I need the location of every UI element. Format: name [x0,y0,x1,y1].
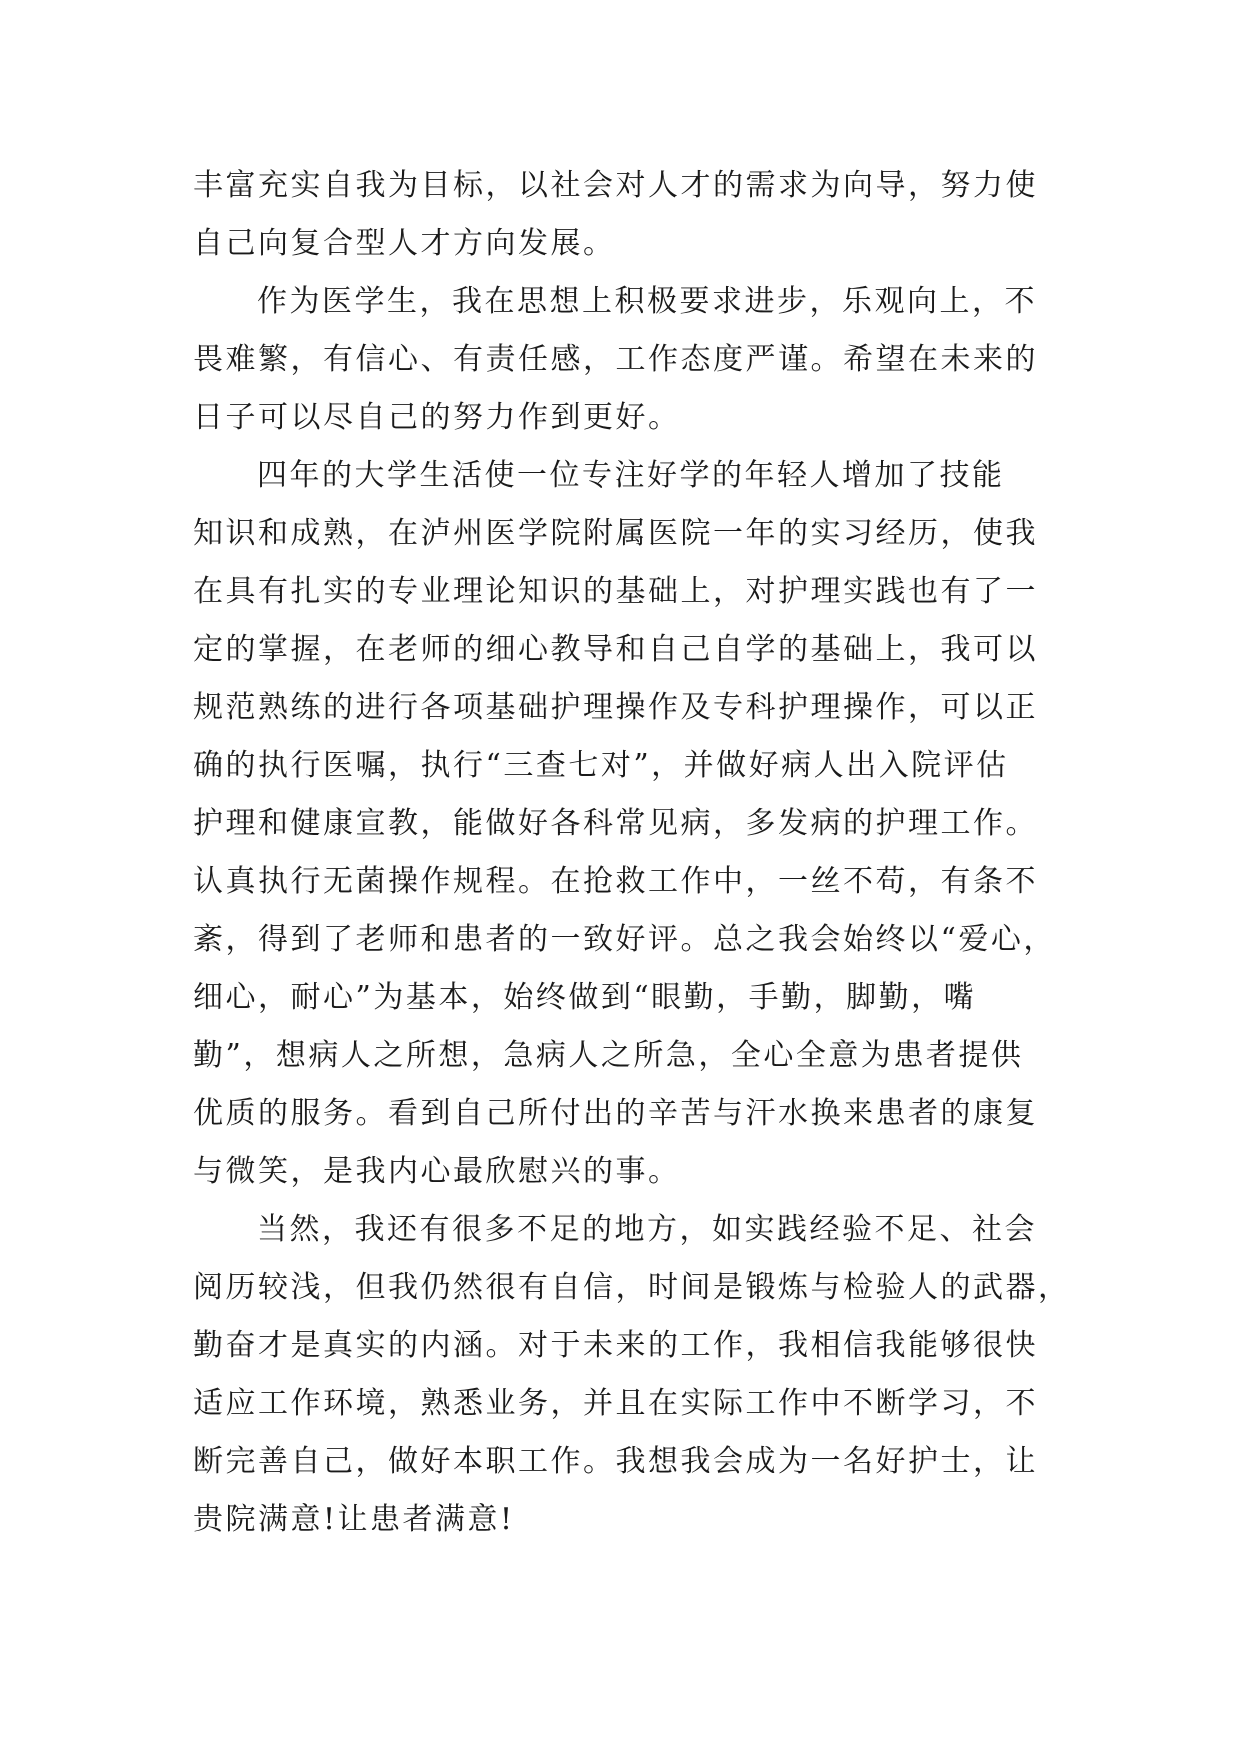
text-line: 日子可以尽自己的努力作到更好。 [193,400,681,435]
text-line: 阅历较浅，但我仍然很有自信，时间是锻炼与检验人的武器， [193,1270,1071,1305]
text-line: 适应工作环境，熟悉业务，并且在实际工作中不断学习，不 [193,1386,1038,1421]
text-line: 在具有扎实的专业理论知识的基础上，对护理实践也有了一 [193,574,1038,609]
text-line: 与微笑，是我内心最欣慰兴的事。 [193,1154,681,1189]
text-line: 勤奋才是真实的内涵。对于未来的工作，我相信我能够很快 [193,1328,1038,1363]
text-line: 确的执行医嘱，执行“三查七对”，并做好病人出入院评估 [193,748,1009,783]
text-line: 丰富充实自我为目标，以社会对人才的需求为向导，努力使 [193,168,1038,203]
text-line: 定的掌握，在老师的细心教导和自己自学的基础上，我可以 [193,632,1038,667]
text-line: 勤”，想病人之所想，急病人之所急，全心全意为患者提供 [193,1038,1024,1073]
text-line: 自己向复合型人才方向发展。 [193,226,616,261]
text-line: 当然，我还有很多不足的地方，如实践经验不足、社会 [257,1212,1037,1247]
text-line: 四年的大学生活使一位专注好学的年轻人增加了技能 [257,458,1005,493]
text-line: 畏难繁，有信心、有责任感，工作态度严谨。希望在未来的 [193,342,1038,377]
text-line: 作为医学生，我在思想上积极要求进步，乐观向上，不 [257,284,1037,319]
text-line: 优质的服务。看到自己所付出的辛苦与汗水换来患者的康复 [193,1096,1038,1131]
text-line: 认真执行无菌操作规程。在抢救工作中，一丝不苟，有条不 [193,864,1038,899]
text-line: 贵院满意!让患者满意! [193,1502,515,1537]
text-line: 紊，得到了老师和患者的一致好评。总之我会始终以“爱心， [193,922,1056,957]
text-line: 规范熟练的进行各项基础护理操作及专科护理操作，可以正 [193,690,1038,725]
text-line: 细心，耐心”为基本，始终做到“眼勤，手勤，脚勤，嘴 [193,980,977,1015]
text-line: 断完善自己，做好本职工作。我想我会成为一名好护士，让 [193,1444,1038,1479]
text-line: 知识和成熟，在泸州医学院附属医院一年的实习经历，使我 [193,516,1038,551]
document-body [193,157,1071,1549]
text-line: 护理和健康宣教，能做好各科常见病，多发病的护理工作。 [193,806,1038,841]
